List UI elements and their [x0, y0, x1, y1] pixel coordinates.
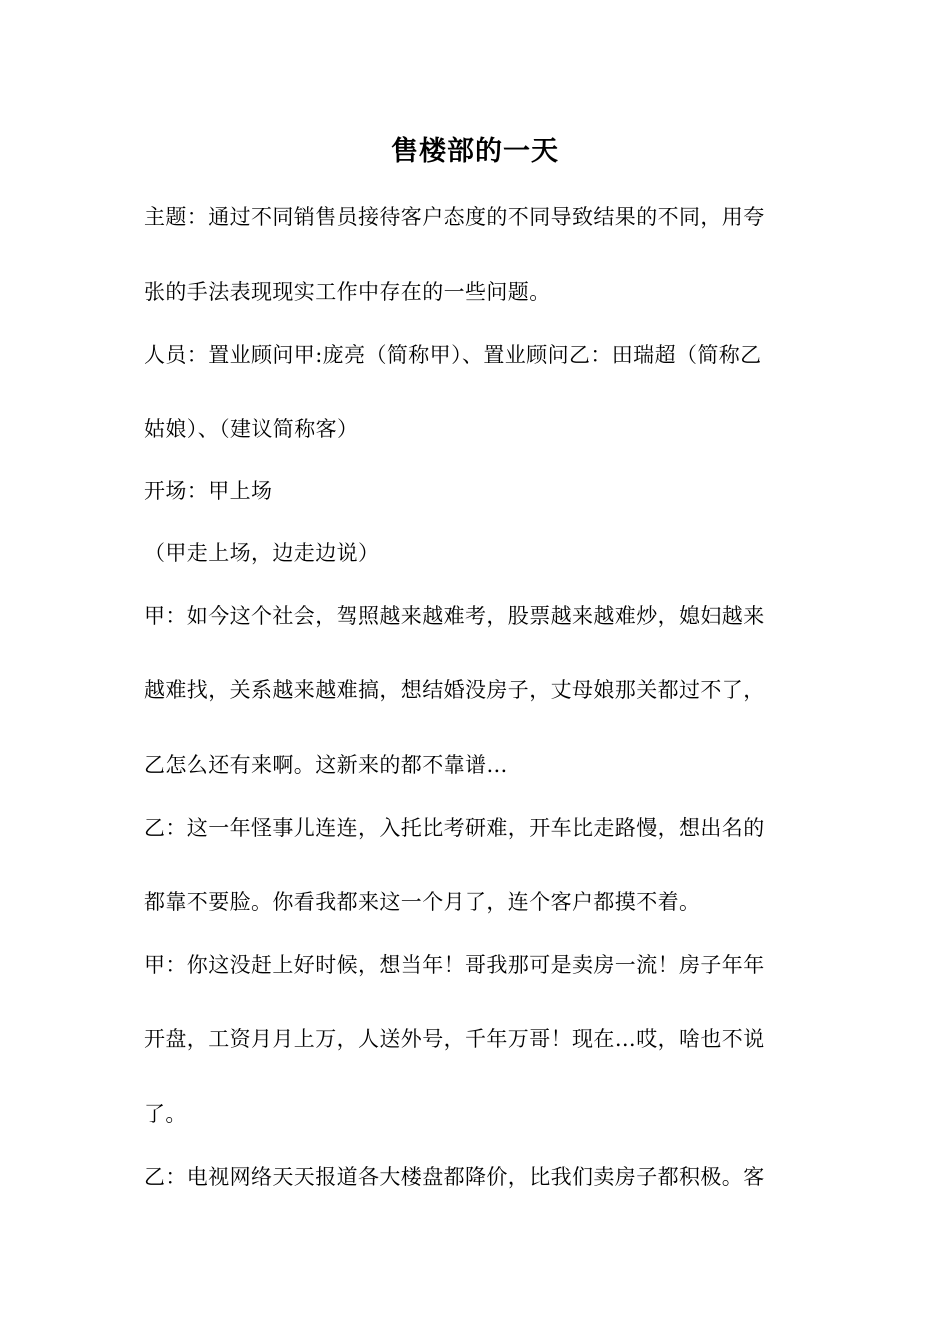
- paragraph-line: 开场：甲上场: [144, 479, 273, 503]
- document-title: 售楼部的一天: [391, 136, 559, 167]
- paragraph-line: 都靠不要脸。你看我都来这一个月了，连个客户都摸不着。: [144, 890, 701, 914]
- paragraph-line: 姑娘）、（建议简称客）: [144, 417, 359, 441]
- paragraph-line: 乙怎么还有来啊。这新来的都不靠谱…: [144, 753, 508, 777]
- paragraph-line: 主题：通过不同销售员接待客户态度的不同导致结果的不同，用夸: [144, 205, 765, 229]
- paragraph-line: 人员：置业顾问甲:庞亮（简称甲）、置业顾问乙：田瑞超（简称乙: [144, 343, 762, 367]
- paragraph-line: 甲：你这没赶上好时候，想当年！哥我那可是卖房一流！房子年年: [144, 953, 765, 977]
- paragraph-line: （甲走上场，边走边说）: [144, 541, 380, 565]
- paragraph-line: 乙：电视网络天天报道各大楼盘都降价，比我们卖房子都积极。客: [144, 1165, 765, 1189]
- paragraph-line: 张的手法表现现实工作中存在的一些问题。: [144, 280, 551, 304]
- paragraph-line: 甲：如今这个社会，驾照越来越难考，股票越来越难炒，媳妇越来: [144, 604, 765, 628]
- paragraph-line: 越难找，关系越来越难搞，想结婚没房子，丈母娘那关都过不了，: [144, 678, 765, 702]
- paragraph-line: 开盘，工资月月上万，人送外号，千年万哥！现在…哎，啥也不说: [144, 1027, 765, 1051]
- paragraph-line: 了。: [144, 1102, 187, 1126]
- paragraph-line: 乙：这一年怪事儿连连，入托比考研难，开车比走路慢，想出名的: [144, 816, 765, 840]
